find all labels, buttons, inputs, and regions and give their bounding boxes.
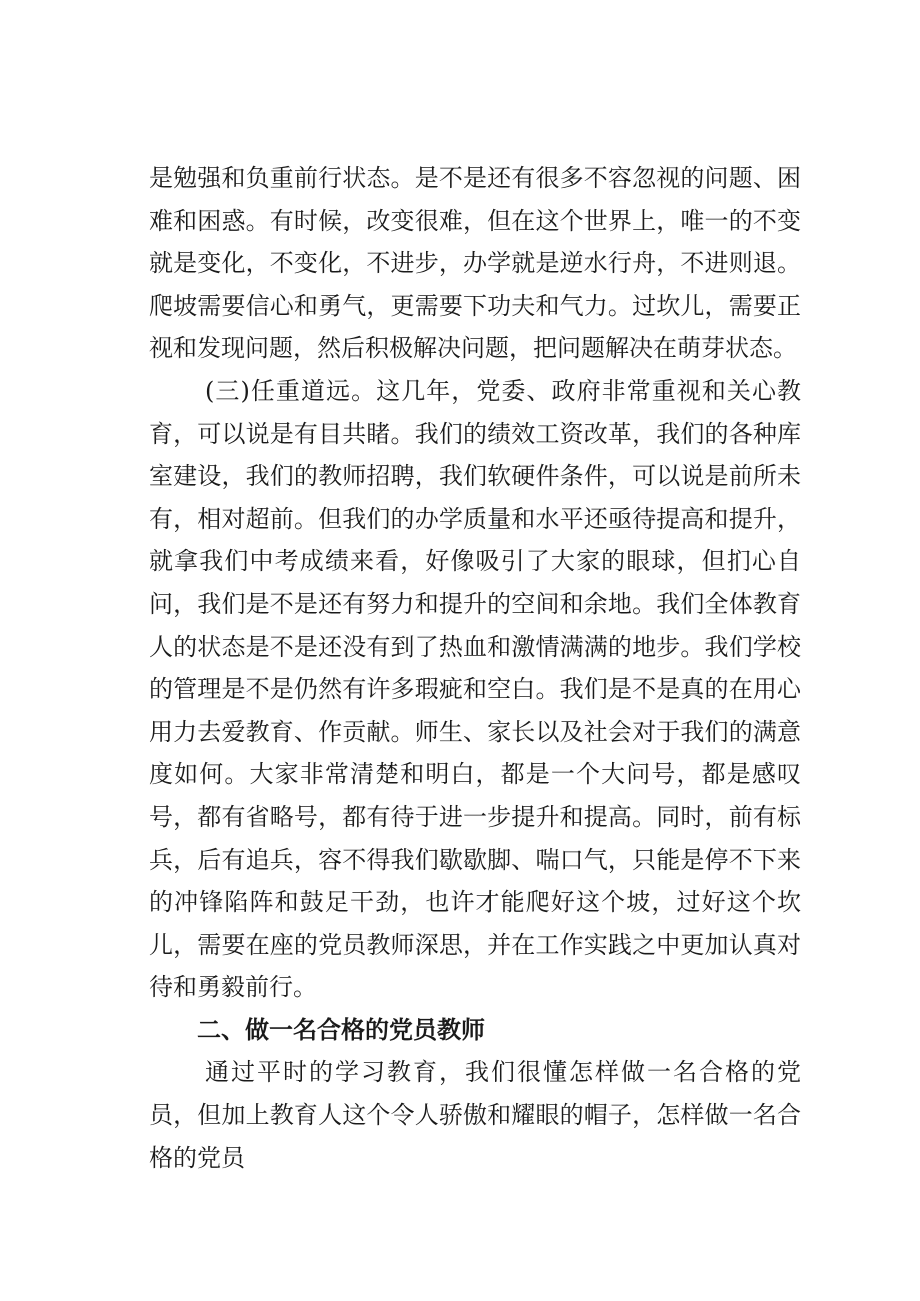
paragraph-section-two-intro: 通过平时的学习教育，我们很懂怎样做一名合格的党员，但加上教育人这个令人骄傲和耀眼的帽子，怎样做一名合格的党员 [149, 1058, 801, 1172]
paragraph-continuation: 是勉强和负重前行状态。是不是还有很多不容忽视的问题、困难和困惑。有时候，改变很难，但在这个世界上，唯一的不变就是变化，不变化，不进步，办学就是逆水行舟，不进则退。爬坡需要信心和勇气，更需要下功夫和气力。过坎儿，需要正视和发现问题，然后积极解决问题，把问题解决在萌芽状态。 [149, 164, 801, 363]
paragraph-section-three: (三)任重道远。这几年，党委、政府非常重视和关心教育，可以说是有目共睹。我们的绩效工资改革，我们的各种库室建设，我们的教师招聘，我们软硬件条件，可以说是前所未有，相对超前。但我们的办学质量和水平还亟待提高和提升，就拿我们中考成绩来看，好像吸引了大家的眼球，但扪心自问，我们是不是还有努力和提升的空间和余地。我们全体教育人的状态是不是还没有到了热血和激情满满的地步。我们学校的管理是不是仍然有许多瑕疵和空白。我们是不是真的在用心用力去爱教育、作贡献。师生、家长以及社会对于我们的满意度如何。大家非常清楚和明白，都是一个大问号，都是感叹号，都有省略号，都有待于进一步提升和提高。同时，前有标兵，后有追兵，容不得我们歇歇脚、喘口气，只能是停不下来的冲锋陷阵和鼓足干劲，也许才能爬好这个坡，过好这个坎儿，需要在座的党员教师深思，并在工作实践之中更加认真对待和勇毅前行。 [149, 376, 801, 1002]
section-heading: 二、做一名合格的党员教师 [197, 1015, 485, 1044]
document-body [149, 157, 801, 1179]
